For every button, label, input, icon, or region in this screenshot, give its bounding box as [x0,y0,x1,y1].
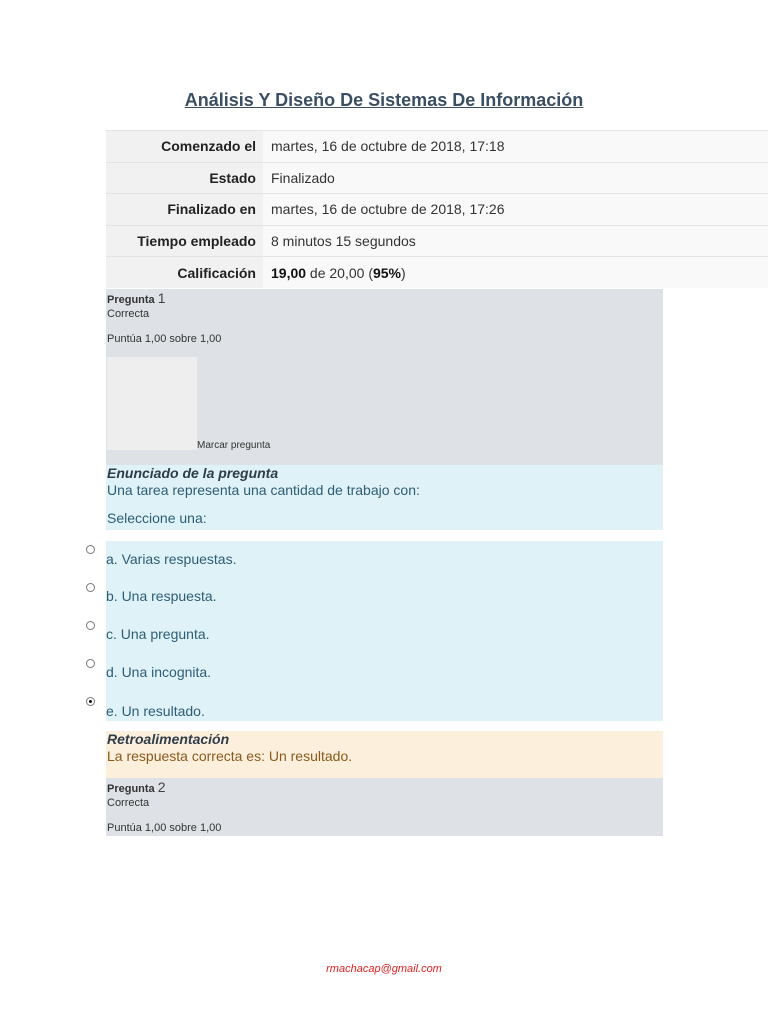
grade-percent: 95% [372,264,402,281]
question-points: Puntúa 1,00 sobre 1,00 [107,822,222,834]
question-text: Una tarea representa una cantidad de trabajo con: [107,482,420,498]
radio-option-d[interactable] [86,659,95,668]
summary-label: Tiempo empleado [106,225,263,257]
radio-cell [82,655,106,679]
summary-label: Estado [106,162,263,194]
summary-row-started [106,131,768,163]
question-state: Correcta [107,797,150,809]
summary-value: Finalizado [263,162,768,194]
question-1-info [106,289,663,465]
question-number: Pregunta 2 [107,779,166,795]
radio-option-b[interactable] [86,583,95,592]
summary-row-grade [106,257,768,289]
footer-email: rmachacap@gmail.com [326,963,442,975]
grade-of-text: de 20,00 ( [306,264,373,281]
summary-value [263,257,768,289]
summary-row-state [106,162,768,194]
select-prompt: Seleccione una: [107,510,207,526]
question-number: Pregunta 1 [107,290,166,306]
answer-option-d[interactable]: d. Una incognita. [106,664,212,680]
attempt-summary-table [106,130,768,288]
answer-option-b[interactable]: b. Una respuesta. [106,588,217,604]
radio-cell [82,579,106,603]
radio-cell [82,693,106,717]
summary-value: martes, 16 de octubre de 2018, 17:18 [263,131,768,163]
question-2-info [106,778,663,836]
flag-question-link[interactable]: Marcar pregunta [197,440,271,451]
feedback-text: La respuesta correcta es: Un resultado. [107,748,353,764]
summary-label: Calificación [106,257,263,289]
radio-cell [82,617,106,641]
question-state: Correcta [107,308,150,320]
radio-option-e[interactable] [86,697,95,706]
answer-option-e[interactable]: e. Un resultado. [106,703,205,719]
radio-cell [82,541,106,565]
question-1-feedback [106,731,663,778]
flag-question-icon[interactable] [107,357,197,450]
grade-close: ) [401,264,406,281]
summary-value: martes, 16 de octubre de 2018, 17:26 [263,194,768,226]
feedback-heading: Retroalimentación [107,731,230,747]
summary-value: 8 minutos 15 segundos [263,225,768,257]
question-1-formulation [106,465,663,530]
question-points: Puntúa 1,00 sobre 1,00 [107,333,222,345]
formulation-heading: Enunciado de la pregunta [107,465,279,481]
page-title: Análisis Y Diseño De Sistemas De Información [184,90,584,110]
answer-option-c[interactable]: c. Una pregunta. [106,626,210,642]
radio-option-c[interactable] [86,621,95,630]
answer-options [106,541,663,721]
summary-row-time-taken [106,225,768,257]
summary-label: Comenzado el [106,131,263,163]
summary-row-finished [106,194,768,226]
grade-value: 19,00 [271,264,307,281]
radio-option-a[interactable] [86,545,95,554]
answer-option-a[interactable]: a. Varias respuestas. [106,551,237,567]
summary-label: Finalizado en [106,194,263,226]
